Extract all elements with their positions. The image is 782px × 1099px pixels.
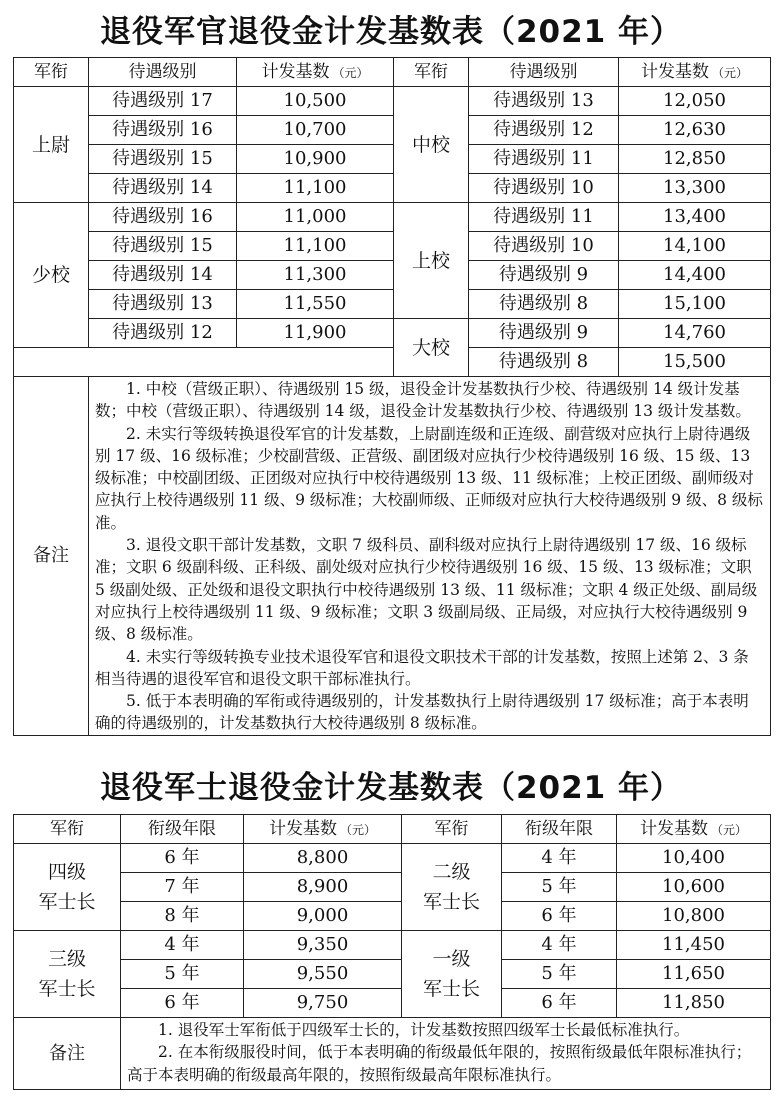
table-row — [14, 203, 771, 232]
level-cell: 待遇级别 13 — [469, 87, 619, 116]
unit-label: （元） — [332, 65, 369, 80]
base-cell: 14,100 — [619, 232, 771, 261]
base-cell: 11,100 — [237, 232, 394, 261]
years-cell: 6 年 — [502, 902, 617, 931]
col-header-base: 计发基数 （元） — [237, 58, 394, 87]
base-cell: 14,400 — [619, 261, 771, 290]
level-cell: 待遇级别 9 — [469, 319, 619, 348]
soldier-table-title: 退役军士退役金计发基数表（2021 年） — [99, 770, 683, 806]
level-cell: 待遇级别 12 — [89, 319, 237, 348]
table-row — [14, 931, 771, 960]
years-cell: 4 年 — [502, 844, 617, 873]
base-cell: 13,400 — [619, 203, 771, 232]
base-cell: 9,000 — [244, 902, 402, 931]
base-cell: 15,100 — [619, 290, 771, 319]
note-item: 5. 低于本表明确的军衔或待遇级别的，计发基数执行上尉待遇级别 17 级标准；高于本表明确的待遇级别的，计发基数执行大校待遇级别 8 级标准。 — [95, 692, 749, 733]
col-header-level: 待遇级别 — [469, 58, 619, 87]
base-cell: 11,300 — [237, 261, 394, 290]
base-cell: 11,850 — [617, 989, 771, 1018]
base-cell: 14,760 — [619, 319, 771, 348]
rank-cell: 少校 — [14, 203, 89, 348]
empty-cell — [14, 348, 394, 377]
level-cell: 待遇级别 9 — [469, 261, 619, 290]
unit-label: （元） — [710, 822, 747, 837]
rank-cell: 上校 — [394, 203, 469, 319]
col-header-rank: 军衔 — [394, 58, 469, 87]
col-header-rank: 军衔 — [14, 58, 89, 87]
base-cell: 9,550 — [244, 960, 402, 989]
rank-cell: 大校 — [394, 319, 469, 377]
table-row — [14, 232, 771, 261]
level-cell: 待遇级别 17 — [89, 87, 237, 116]
base-cell: 11,450 — [617, 931, 771, 960]
base-cell: 9,750 — [244, 989, 402, 1018]
years-cell: 6 年 — [121, 989, 244, 1018]
years-cell: 5 年 — [121, 960, 244, 989]
soldier-table — [13, 814, 771, 1090]
base-cell: 10,900 — [237, 145, 394, 174]
table-row — [14, 174, 771, 203]
table-row — [14, 844, 771, 873]
base-cell: 12,630 — [619, 116, 771, 145]
level-cell: 待遇级别 14 — [89, 261, 237, 290]
base-cell: 12,850 — [619, 145, 771, 174]
base-cell: 9,350 — [244, 931, 402, 960]
table-row — [14, 873, 771, 902]
base-cell: 8,900 — [244, 873, 402, 902]
base-cell: 11,550 — [237, 290, 394, 319]
base-cell: 10,500 — [237, 87, 394, 116]
base-cell: 8,800 — [244, 844, 402, 873]
level-cell: 待遇级别 14 — [89, 174, 237, 203]
base-cell: 12,050 — [619, 87, 771, 116]
level-cell: 待遇级别 10 — [469, 174, 619, 203]
level-cell: 待遇级别 10 — [469, 232, 619, 261]
rank-cell: 四级 军士长 — [14, 844, 121, 931]
rank-cell: 上尉 — [14, 87, 89, 203]
unit-label: （元） — [711, 65, 748, 80]
col-header-years: 衔级年限 — [502, 815, 617, 844]
table-row — [14, 319, 771, 348]
rank-cell: 一级 军士长 — [402, 931, 502, 1018]
col-header-rank: 军衔 — [14, 815, 121, 844]
officer-table-title: 退役军官退役金计发基数表（2021 年） — [99, 14, 683, 50]
base-cell: 10,800 — [617, 902, 771, 931]
base-cell: 11,650 — [617, 960, 771, 989]
level-cell: 待遇级别 8 — [469, 348, 619, 377]
col-header-years: 衔级年限 — [121, 815, 244, 844]
base-cell: 11,100 — [237, 174, 394, 203]
table-row — [14, 145, 771, 174]
level-cell: 待遇级别 12 — [469, 116, 619, 145]
level-cell: 待遇级别 11 — [469, 203, 619, 232]
table-row — [14, 348, 771, 377]
years-cell: 6 年 — [502, 989, 617, 1018]
col-header-rank: 军衔 — [402, 815, 502, 844]
col-header-base: 计发基数 （元） — [617, 815, 771, 844]
table-row — [14, 989, 771, 1018]
level-cell: 待遇级别 15 — [89, 145, 237, 174]
base-cell: 11,900 — [237, 319, 394, 348]
notes-body — [121, 1018, 771, 1090]
level-cell: 待遇级别 16 — [89, 203, 237, 232]
rank-cell: 三级 军士长 — [14, 931, 121, 1018]
table-row — [14, 87, 771, 116]
rank-cell: 中校 — [394, 87, 469, 203]
table-row — [14, 116, 771, 145]
years-cell: 6 年 — [121, 844, 244, 873]
col-header-level: 待遇级别 — [89, 58, 237, 87]
years-cell: 7 年 — [121, 873, 244, 902]
level-cell: 待遇级别 16 — [89, 116, 237, 145]
base-cell: 11,000 — [237, 203, 394, 232]
note-item: 2. 未实行等级转换退役军官的计发基数，上尉副连级和正连级、副营级对应执行上尉待遇级别 17 级、16 级标准；少校副营级、正营级、副团级对应执行少校待遇级别 16 级、15 级、13 级标准；中校副团级、正团级对应执行中校待遇级别 13 级、11 级标准；上校正团级、副师级对应执行上校待遇级别 11 级、9 级标准；大校副师级、正师级对应执行大校待遇级别 9 级、8 级标准。 — [95, 424, 763, 532]
years-cell: 5 年 — [502, 960, 617, 989]
years-cell: 8 年 — [121, 902, 244, 931]
years-cell: 5 年 — [502, 873, 617, 902]
base-cell: 13,300 — [619, 174, 771, 203]
base-cell: 15,500 — [619, 348, 771, 377]
note-item: 1. 中校（营级正职）、待遇级别 15 级，退役金计发基数执行少校、待遇级别 14 级计发基数；中校（营级正职）、待遇级别 14 级，退役金计发基数执行少校、待遇级别 13 级计发基数。 — [95, 380, 751, 421]
notes-row — [14, 377, 771, 736]
note-item: 2. 在本衔级服役时间，低于本表明确的衔级最低年限的，按照衔级最低年限标准执行；高于本表明确的衔级最高年限的，按照衔级最高年限标准执行。 — [127, 1043, 752, 1084]
soldier-header-row — [14, 815, 771, 844]
years-cell: 4 年 — [121, 931, 244, 960]
base-cell: 10,700 — [237, 116, 394, 145]
notes-label: 备注 — [14, 377, 89, 736]
rank-cell: 二级 军士长 — [402, 844, 502, 931]
note-item: 4. 未实行等级转换专业技术退役军官和退役文职技术干部的计发基数，按照上述第 2、3 条相当待遇的退役军官和退役文职干部标准执行。 — [95, 647, 749, 688]
table-row — [14, 960, 771, 989]
notes-label: 备注 — [14, 1018, 121, 1090]
notes-row — [14, 1018, 771, 1090]
officer-header-row — [14, 58, 771, 87]
table-row — [14, 290, 771, 319]
table-row — [14, 261, 771, 290]
years-cell: 4 年 — [502, 931, 617, 960]
col-header-base: 计发基数 （元） — [244, 815, 402, 844]
base-cell: 10,400 — [617, 844, 771, 873]
level-cell: 待遇级别 11 — [469, 145, 619, 174]
col-header-base: 计发基数 （元） — [619, 58, 771, 87]
officer-table — [13, 57, 771, 736]
base-cell: 10,600 — [617, 873, 771, 902]
level-cell: 待遇级别 13 — [89, 290, 237, 319]
table-row — [14, 902, 771, 931]
level-cell: 待遇级别 15 — [89, 232, 237, 261]
notes-body — [89, 377, 771, 736]
note-item: 3. 退役文职干部计发基数，文职 7 级科员、副科级对应执行上尉待遇级别 17 级、16 级标准；文职 6 级副科级、正科级、副处级对应执行少校待遇级别 16 级、15 级、13 级标准；文职 5 级副处级、正处级和退役文职执行中校待遇级别 13 级、11 级标准；文职 4 级正处级、副局级对应执行上校待遇级别 11 级、9 级标准；文职 3 级副局级、正局级，对应执行大校待遇级别 9 级、8 级标准。 — [95, 536, 758, 644]
unit-label: （元） — [339, 822, 376, 837]
level-cell: 待遇级别 8 — [469, 290, 619, 319]
note-item: 1. 退役军士军衔低于四级军士长的，计发基数按照四级军士长最低标准执行。 — [158, 1021, 690, 1039]
